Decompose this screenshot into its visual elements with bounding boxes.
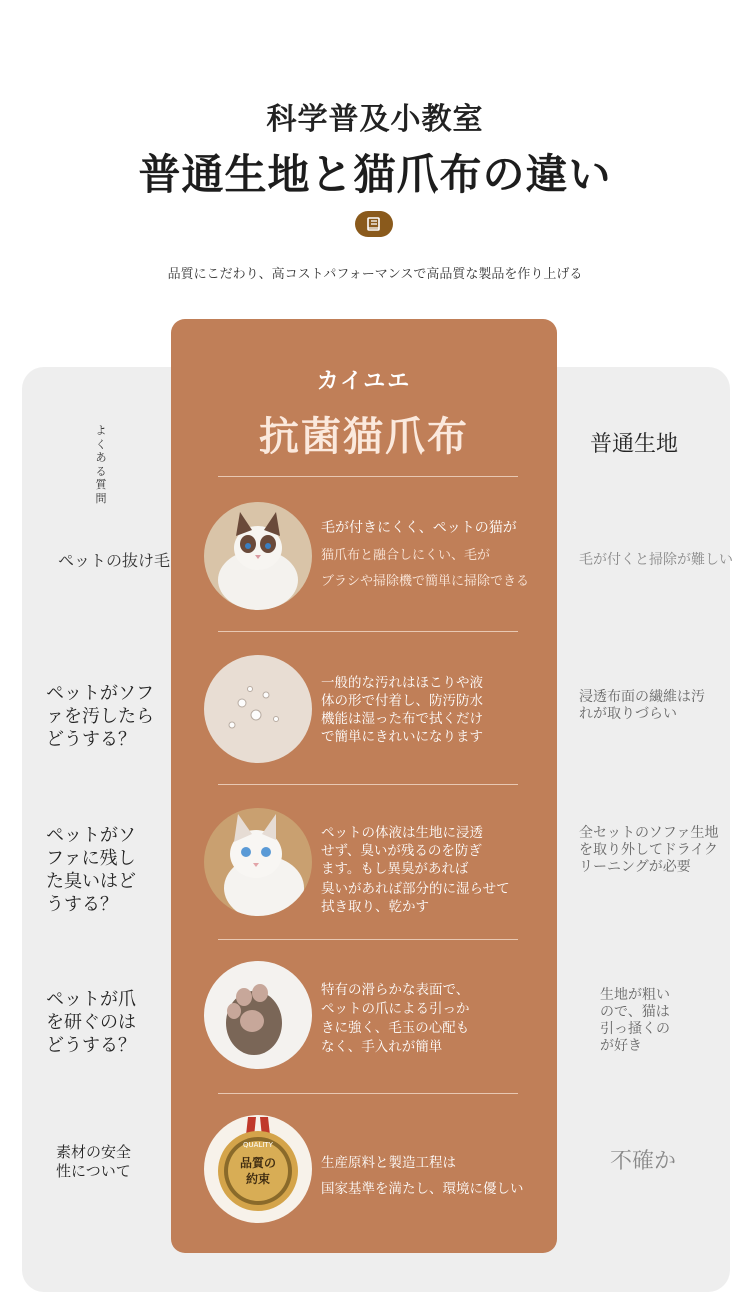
divider (218, 631, 518, 632)
question-label: ペットがソファに残した臭いはどうする？ (46, 825, 136, 915)
page-title: 普通生地と猫爪布の違い (138, 150, 612, 199)
normal-fabric-heading: 普通生地 (590, 432, 679, 457)
brand-name: カイユエ (316, 369, 412, 394)
cat-photo (204, 502, 312, 610)
faq-vertical-label: よくある質問 (95, 424, 107, 505)
question-label: ペットの抜け毛 (58, 551, 171, 570)
feature-text: 生産原料と製造工程は 国家基準を満たし、環境に優しい (321, 1155, 524, 1197)
divider (218, 1093, 518, 1094)
feature-text: 毛が付きにくく、ペットの猫が 猫爪布と融合しにくい、毛が ブラシや掃除機で簡単に掃除できる (321, 520, 530, 589)
divider (218, 784, 518, 785)
feature-text: 一般的な汚れはほこりや液 体の形で付着し、防汚防水 機能は湿った布で拭くだけ で簡単にきれいになります (321, 675, 483, 745)
divider (218, 939, 518, 940)
product-name: 抗菌猫爪布 (259, 414, 469, 460)
cat-paw-photo (204, 961, 312, 1069)
question-label: 素材の安全性について (56, 1143, 132, 1180)
feature-text: 特有の滑らかな表面で、 ペットの爪による引っか きに強く、毛玉の心配も なく、手入れが簡単 (321, 982, 470, 1055)
divider (218, 476, 518, 477)
normal-fabric-text: 浸透布面の繊維は汚れが取りづらい (579, 689, 705, 722)
question-label: ペットが爪を研ぐのはどうする？ (46, 989, 136, 1056)
quality-medal-icon: QUALITY 品質の 約束 (204, 1115, 312, 1223)
normal-fabric-text: 不確か (610, 1149, 677, 1174)
book-icon (355, 211, 393, 237)
question-label: ペットがソファを汚したらどうする？ (46, 683, 154, 750)
tagline: 品質にこだわり、高コストパフォーマンスで高品質な製品を作り上げる (167, 267, 583, 282)
cat-photo (204, 808, 312, 916)
feature-text: ペットの体液は生地に浸透 せず、臭いが残るのを防ぎ ます。もし異臭があれば 臭いがあれば部分的に湿らせて 拭き取り、乾かす (321, 825, 510, 915)
section-subtitle: 科学普及小教室 (266, 102, 484, 137)
normal-fabric-text: 生地が粗いので、猫は引っ掻くのが好き (600, 987, 670, 1054)
water-droplets-photo (204, 655, 312, 763)
normal-fabric-text: 全セットのソファ生地を取り外してドライクリーニングが必要 (579, 825, 719, 875)
normal-fabric-text: 毛が付くと掃除が難しい (579, 552, 733, 568)
